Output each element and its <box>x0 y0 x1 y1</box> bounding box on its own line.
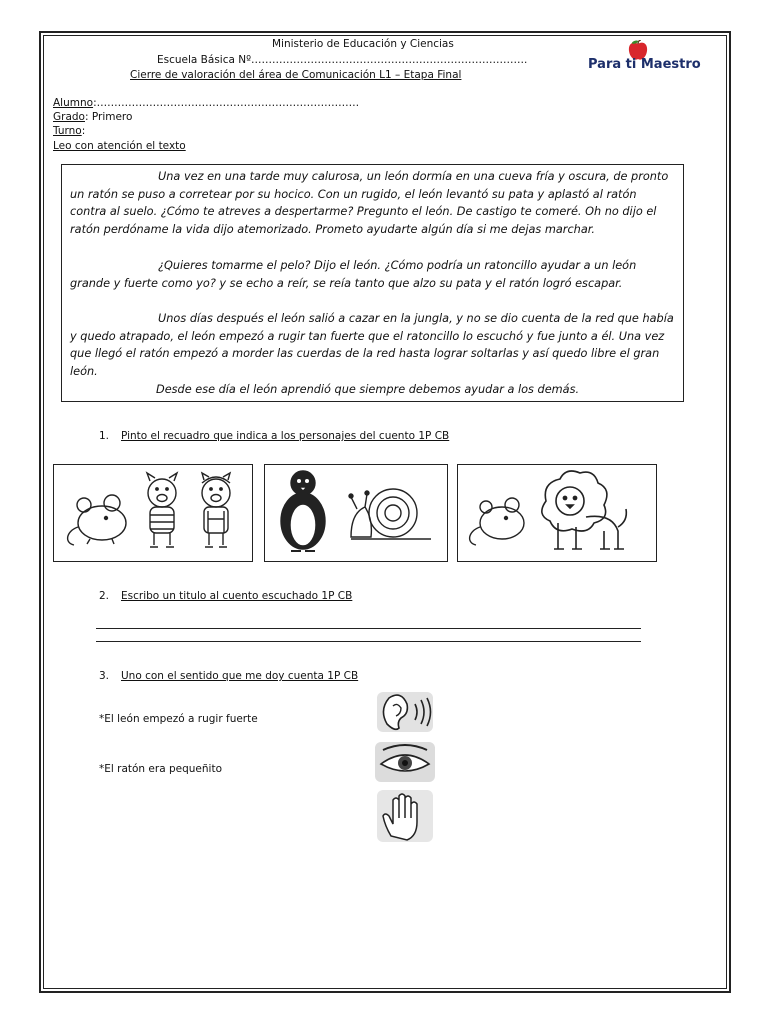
evaluation-title: Cierre de valoración del área de Comunicación L1 – Etapa Final <box>130 69 462 81</box>
option-box-penguin-snail[interactable] <box>264 464 448 562</box>
eye-icon[interactable] <box>373 740 437 784</box>
student-value: :………………………………………………………………… <box>93 97 360 109</box>
matching-item-1: *El león empezó a rugir fuerte <box>99 713 258 725</box>
logo <box>588 40 708 80</box>
story-paragraph-1: Una vez en una tarde muy calurosa, un león dormía en una cueva fría y oscura, de pronto un ratón se puso a corretear por su hocico. Con un rugido, el león levantó su pata y aplastó al ratón contra al suelo. ¿Cómo te atreves a despertarme? Pregunto el león. De castigo te comeré. Oh no dijo el ratón perdóname la vida dijo atemorizado. Prometo ayudarte algún día si me dejas marchar. <box>70 170 669 237</box>
school-line: Escuela Básica Nº……………………………………………………………………. <box>157 54 528 66</box>
story-paragraph-2: ¿Quieres tomarme el pelo? Dijo el león. ¿Cómo podría un ratoncillo ayudar a un león grande y fuerte como yo? y se echo a reír, se reía tanto que alzo su pata y el ratón logró escapar. <box>70 259 637 290</box>
story-box <box>61 164 684 402</box>
hand-icon[interactable] <box>373 788 437 844</box>
story-paragraph-3: Unos días después el león salió a cazar en la jungla, y no se dio cuenta de la red que había y quedo atrapado, el león empezó a rugir tan fuerte que el ratoncillo lo escuchó y fue junto a él. Una vez que llegó el ratón empezó a morder las cuerdas de la red hasta lograr soltarlas y así quedo libre el gran león. <box>70 312 674 379</box>
logo-text: Para ti Maestro <box>588 57 701 72</box>
answer-line-1[interactable] <box>96 628 641 629</box>
shift-label: Turno <box>53 125 82 137</box>
answer-line-2[interactable] <box>96 641 641 642</box>
question-3-text: Uno con el sentido que me doy cuenta 1P CB <box>121 670 359 682</box>
question-3-number: 3. <box>99 670 110 682</box>
reading-instruction: Leo con atención el texto <box>53 140 186 152</box>
lion-drawing <box>542 471 627 549</box>
mouse-drawing <box>68 495 126 545</box>
question-2-number: 2. <box>99 590 110 602</box>
mouse-drawing-2 <box>470 498 524 545</box>
ear-icon[interactable] <box>373 690 437 734</box>
option-box-mouse-pigs[interactable] <box>53 464 253 562</box>
option-box-mouse-lion[interactable] <box>457 464 657 562</box>
story-paragraph-4: Desde ese día el león aprendió que siempre debemos ayudar a los demás. <box>156 383 580 396</box>
grade-field <box>53 111 132 123</box>
penguin-drawing <box>281 471 325 551</box>
question-1 <box>99 430 449 442</box>
question-1-text: Pinto el recuadro que indica a los personajes del cuento 1P CB <box>121 430 450 442</box>
shift-value: : <box>81 125 86 137</box>
question-2 <box>99 590 352 602</box>
question-1-number: 1. <box>99 430 110 442</box>
student-field <box>53 97 359 109</box>
pig-1-drawing <box>147 473 177 547</box>
question-2-text: Escribo un titulo al cuento escuchado 1P CB <box>121 590 353 602</box>
pig-2-drawing <box>202 473 230 547</box>
question-3 <box>99 670 358 682</box>
grade-label: Grado <box>53 111 85 123</box>
ministry-heading: Ministerio de Educación y Ciencias <box>272 38 454 50</box>
shift-field <box>53 125 85 137</box>
grade-value: : Primero <box>84 111 133 123</box>
student-label: Alumno <box>53 97 94 109</box>
matching-item-2: *El ratón era pequeñito <box>99 763 222 775</box>
snail-drawing <box>349 489 431 539</box>
